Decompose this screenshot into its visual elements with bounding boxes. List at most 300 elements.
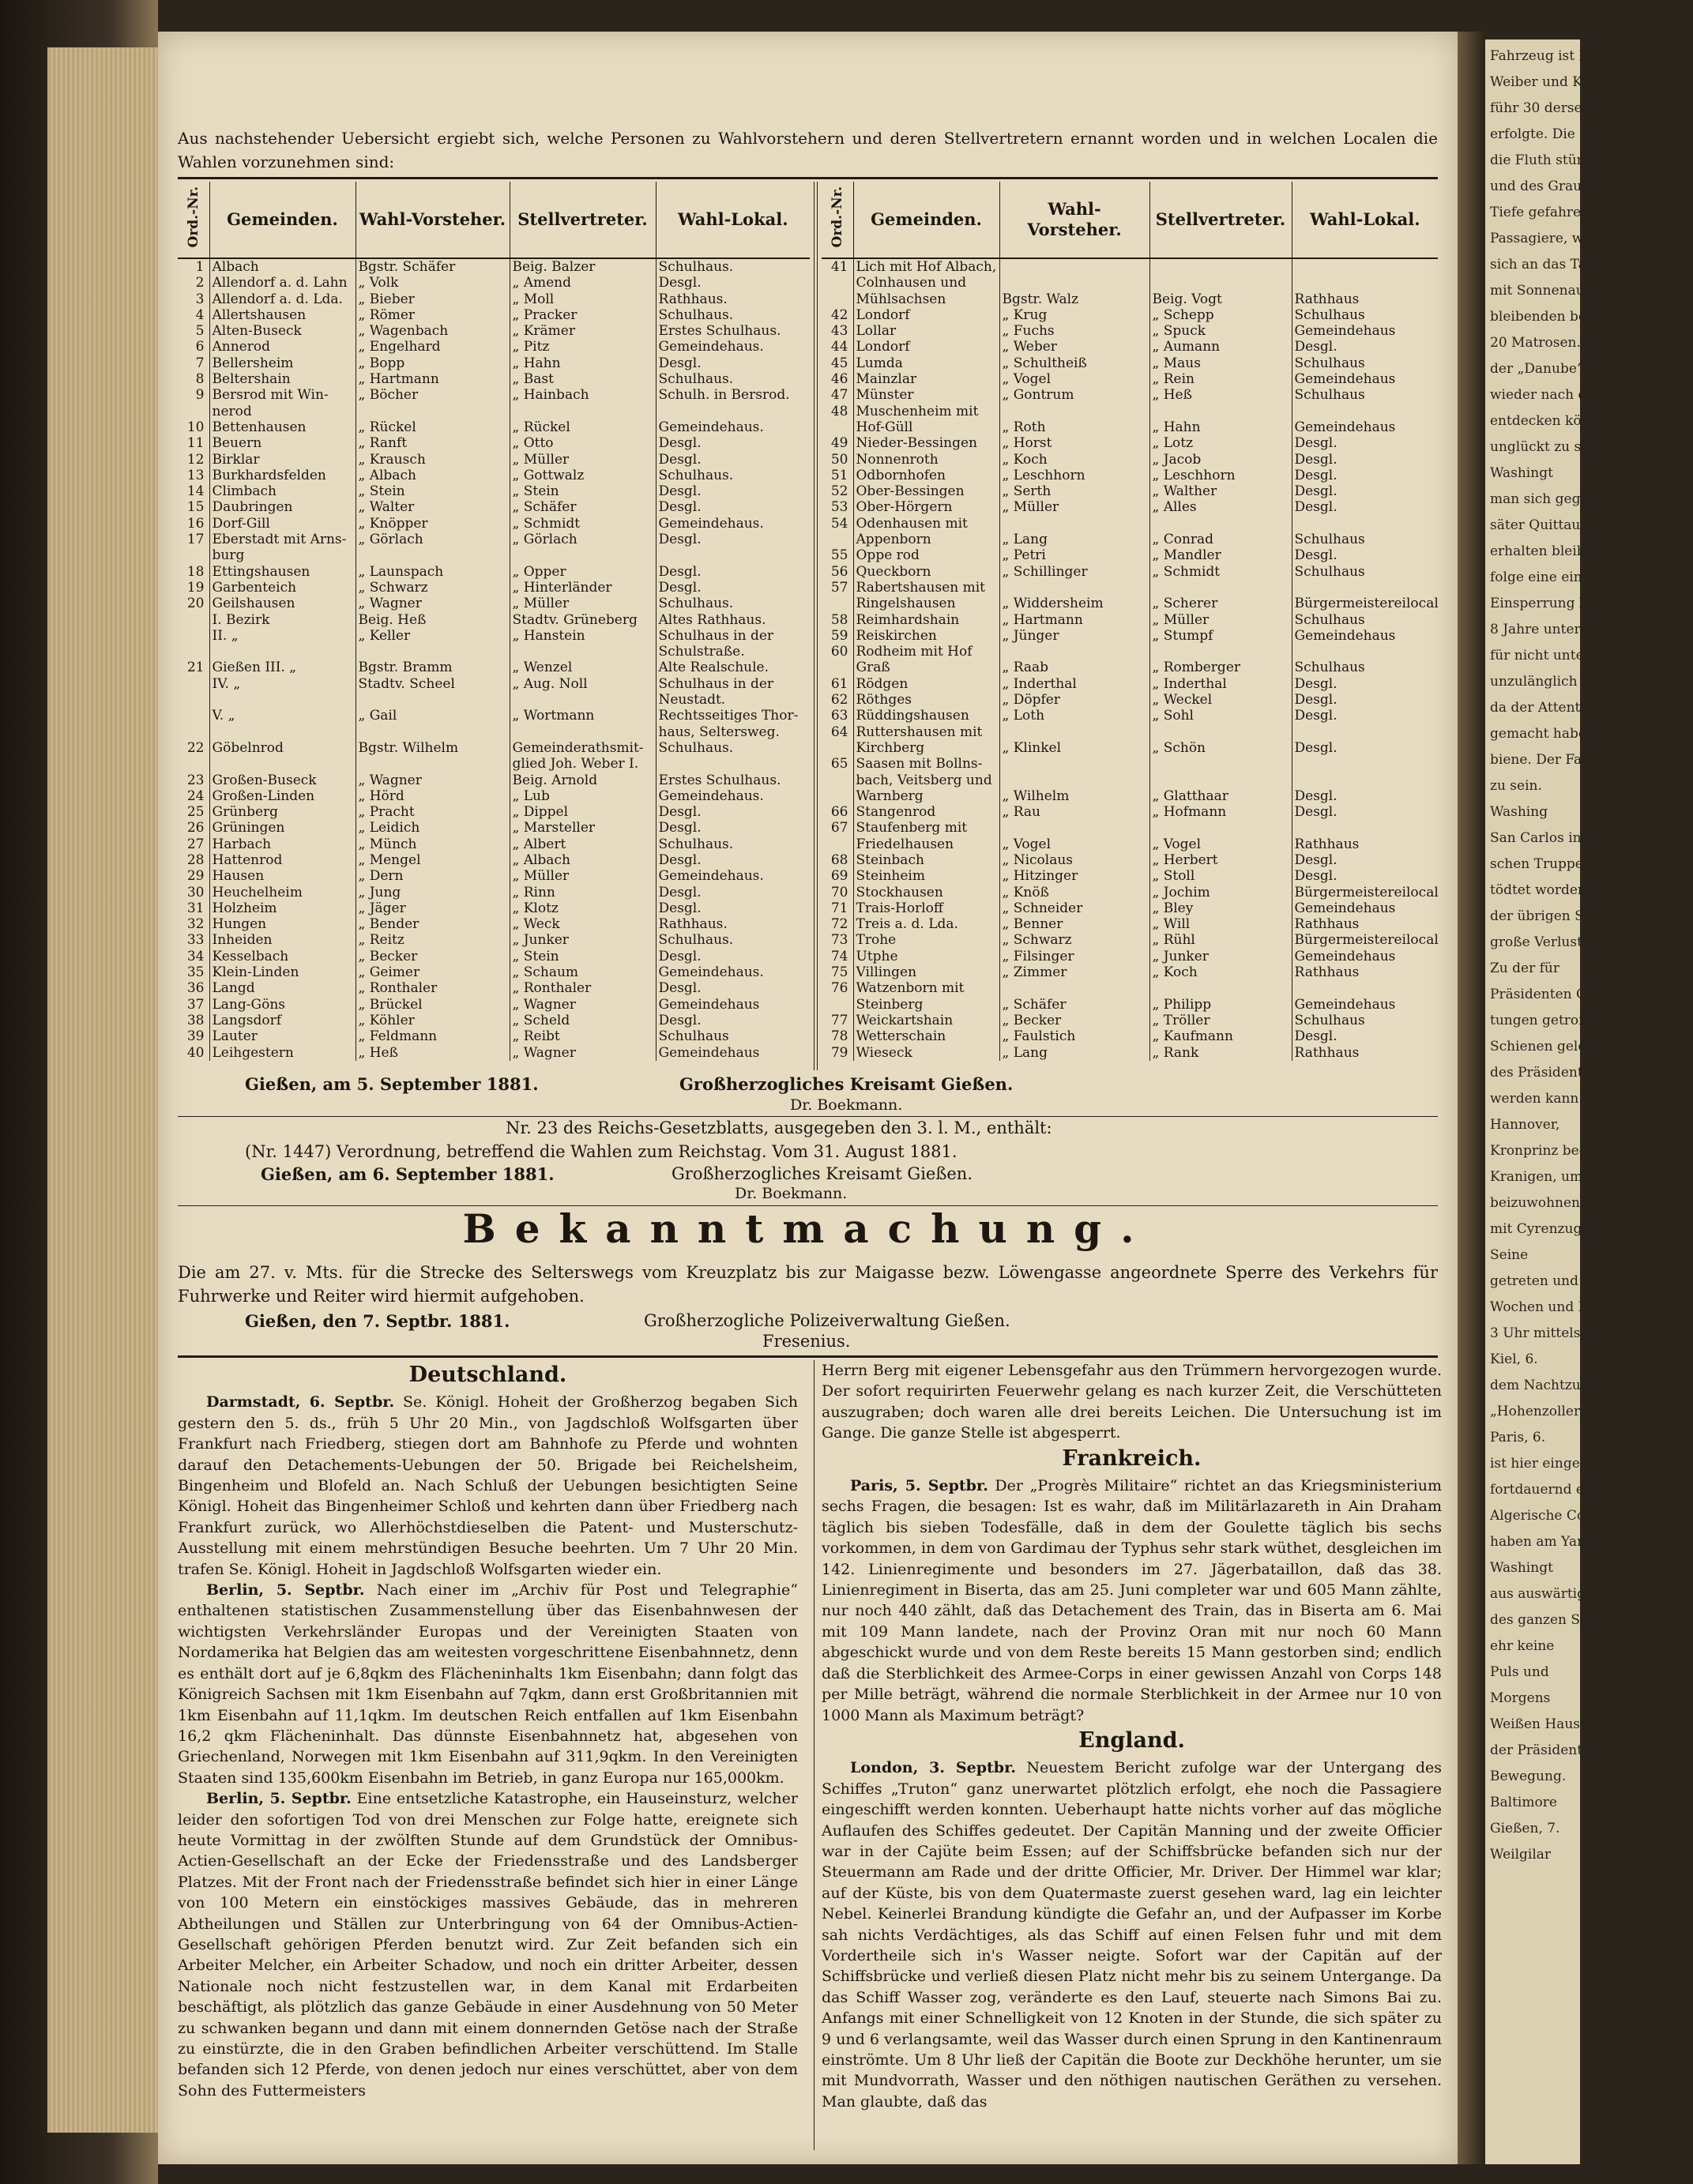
row-lokal	[1292, 275, 1438, 291]
row-number: 65	[830, 756, 848, 772]
row-gemeinde: Hattenrod	[209, 852, 356, 868]
table-row	[822, 291, 1438, 307]
col-lokal-header: Wahl-Lokal.	[1292, 182, 1438, 258]
table-row	[178, 772, 810, 788]
row-stellvertreter: „ Heß	[1149, 387, 1292, 403]
row-lokal: Desgl.	[656, 483, 810, 499]
row-vorsteher: „ Schneider	[999, 900, 1149, 916]
row-number: 34	[186, 948, 205, 964]
row-gemeinde: Appenborn	[853, 532, 999, 547]
row-number: 31	[186, 900, 205, 916]
row-stellvertreter	[510, 644, 656, 660]
row-stellvertreter: „ Albert	[510, 836, 656, 852]
row-number: 77	[830, 1012, 848, 1028]
row-lokal: Desgl.	[656, 532, 810, 547]
row-stellvertreter: Beig. Balzer	[510, 258, 656, 275]
row-number: 71	[830, 900, 848, 916]
table-row	[178, 371, 810, 387]
row-stellvertreter	[1149, 516, 1292, 532]
row-vorsteher: „ Geimer	[356, 964, 510, 980]
row-stellvertreter: „ Albach	[510, 852, 656, 868]
next-page-line: Morgens	[1490, 1690, 1551, 1706]
table-row	[822, 868, 1438, 884]
table-row	[822, 932, 1438, 948]
article-berlin-2: Berlin, 5. Septbr. Eine entsetzliche Katastrophe, ein Hauseinsturz, welcher leider den sofortigen Tod von drei Menschen zur Folge hatte, ereignete sich heute Vormittag in der zwölften Stunde auf dem Grundstück der Omnibus-Actien-Gesellschaft an der Ecke der Friedensstraße und des Landsberger Platzes. Mit der Front nach der Friedensstraße befindet sich hier in einer Länge von 100 Metern ein einstöckiges massives Gebäude, das in mehreren Abtheilungen und Ställen zur Unterbringung von 64 der Omnibus-Actien-Gesellschaft gehörigen Pferden benutzt wird. Zur Zeit befanden sich ein Arbeiter Melcher, ein Arbeiter Schadow, und noch ein dritter Arbeiter, dessen Nationale noch nicht festzustellen war, in dem Kanal mit Erdarbeiten beschäftigt, als plötzlich das ganze Gebäude in einer Ausdehnung von 50 Meter zu schwanken begann und dann mit einem donnernden Getöse nach der Straße zu einstürzte, die in den Graben befindlichen Arbeiter verschüttend. Im Stalle befanden sich 12 Pferde, von denen jedoch nur eines verschüttet, aber von dem Sohn des Futtermeisters	[178, 1790, 798, 2099]
row-gemeinde: Odbornhofen	[853, 468, 999, 483]
row-stellvertreter: „ Klotz	[510, 900, 656, 916]
row-number: 3	[195, 291, 205, 307]
row-lokal: Desgl.	[1292, 692, 1438, 708]
row-gemeinde: Bettenhausen	[209, 419, 356, 435]
row-vorsteher: „ Leschhorn	[999, 468, 1149, 483]
row-vorsteher: „ Becker	[356, 949, 510, 964]
row-lokal: Rathhaus.	[656, 916, 810, 932]
row-stellvertreter: „ Ronthaler	[510, 980, 656, 996]
row-lokal: Desgl.	[1292, 547, 1438, 563]
row-vorsteher: „ Görlach	[356, 532, 510, 547]
next-page-line: erfolgte. Die	[1490, 126, 1575, 142]
row-vorsteher: „ Bopp	[356, 355, 510, 371]
row-lokal: Desgl.	[656, 804, 810, 820]
row-gemeinde: Ringelshausen	[853, 596, 999, 611]
row-lokal: Desgl.	[1292, 468, 1438, 483]
row-lokal: Desgl.	[1292, 339, 1438, 355]
row-lokal: Gemeindehaus.	[656, 788, 810, 804]
row-gemeinde: Rabertshausen mit	[853, 580, 999, 596]
row-stellvertreter: glied Joh. Weber I.	[510, 756, 656, 772]
row-number: 10	[186, 419, 205, 435]
row-vorsteher	[999, 580, 1149, 596]
row-vorsteher: „ Schultheiß	[999, 355, 1149, 371]
col-gemeinden-header: Gemeinden.	[209, 182, 356, 258]
next-page-line: zu sein.	[1490, 778, 1542, 794]
row-lokal: Gemeindehaus	[656, 997, 810, 1013]
next-page-line: Weiber und Kin	[1490, 74, 1596, 90]
row-gemeinde: Trohe	[853, 932, 999, 948]
row-stellvertreter: „ Müller	[1149, 612, 1292, 628]
row-number: 42	[830, 306, 848, 323]
row-stellvertreter	[1149, 772, 1292, 788]
row-number	[178, 756, 209, 772]
next-page-line: Washing	[1490, 804, 1548, 820]
row-vorsteher: „ Faulstich	[999, 1028, 1149, 1044]
table-row	[178, 564, 810, 580]
table-row	[178, 1028, 810, 1044]
row-number: 74	[830, 948, 848, 964]
row-vorsteher: „ Stein	[356, 483, 510, 499]
row-number: 49	[830, 435, 848, 452]
row-lokal: Rathhaus	[1292, 291, 1438, 307]
row-lokal	[1292, 980, 1438, 996]
row-vorsteher	[999, 404, 1149, 419]
row-vorsteher: „ Hörd	[356, 788, 510, 804]
row-vorsteher	[356, 724, 510, 740]
row-stellvertreter: „ Mandler	[1149, 547, 1292, 563]
row-number: 40	[186, 1044, 205, 1061]
table-row	[822, 612, 1438, 628]
row-lokal	[656, 404, 810, 419]
table-row	[178, 980, 810, 996]
row-vorsteher: „ Knöpper	[356, 516, 510, 532]
row-gemeinde: Nieder-Bessingen	[853, 435, 999, 451]
row-number: 41	[830, 259, 848, 275]
row-lokal: Desgl.	[1292, 740, 1438, 756]
heading-england: England.	[1078, 1727, 1185, 1753]
row-stellvertreter: „ Stumpf	[1149, 628, 1292, 644]
next-page-line: des ganzen Samm	[1490, 1612, 1614, 1628]
next-page-line: dem Nachtzuge hi	[1490, 1378, 1615, 1393]
row-stellvertreter: „ Schepp	[1149, 307, 1292, 323]
row-gemeinde: Mühlsachsen	[853, 291, 999, 307]
table-row	[822, 1045, 1438, 1061]
row-stellvertreter: Beig. Arnold	[510, 772, 656, 788]
row-stellvertreter: „ Stein	[510, 949, 656, 964]
row-lokal	[1292, 580, 1438, 596]
row-vorsteher: „ Feldmann	[356, 1028, 510, 1044]
row-number: 19	[186, 579, 205, 596]
table-row	[178, 452, 810, 468]
row-lokal: Gemeindehaus.	[656, 868, 810, 884]
row-gemeinde: Lauter	[209, 1028, 356, 1044]
next-page-line: Baltimore	[1490, 1795, 1557, 1810]
row-number: 16	[186, 515, 205, 532]
table-row	[822, 499, 1438, 515]
table-row	[178, 628, 810, 644]
row-stellvertreter: „ Spuck	[1149, 323, 1292, 339]
next-page-line: haben am Yarbon	[1490, 1534, 1609, 1550]
table-row	[178, 724, 810, 740]
table-row	[822, 852, 1438, 868]
table-row	[178, 885, 810, 900]
row-lokal: Bürgermeistereilocal	[1292, 885, 1438, 900]
row-gemeinde: Lich mit Hof Albach,	[853, 258, 999, 275]
row-gemeinde: Grüningen	[209, 820, 356, 836]
row-vorsteher: „ Vogel	[999, 836, 1149, 852]
row-gemeinde: Ruttershausen mit	[853, 724, 999, 740]
table-row	[822, 772, 1438, 788]
next-page-line: wieder nach der	[1490, 387, 1601, 403]
table-row	[178, 740, 810, 756]
table-row	[822, 1013, 1438, 1028]
table-row	[822, 355, 1438, 371]
row-vorsteher: „ Serth	[999, 483, 1149, 499]
row-vorsteher	[356, 692, 510, 708]
row-lokal	[1292, 724, 1438, 740]
row-gemeinde: V. „	[209, 708, 356, 724]
row-stellvertreter: „ Müller	[510, 868, 656, 884]
row-stellvertreter	[1149, 980, 1292, 996]
row-vorsteher: „ Köhler	[356, 1013, 510, 1028]
row-stellvertreter: „ Scheld	[510, 1013, 656, 1028]
row-lokal: Schulhaus	[1292, 307, 1438, 323]
row-gemeinde: II. „	[209, 628, 356, 644]
next-page-line: Zu der für	[1490, 960, 1560, 976]
row-stellvertreter: „ Jochim	[1149, 885, 1292, 900]
row-vorsteher	[999, 644, 1149, 660]
row-lokal: Rathhaus	[1292, 964, 1438, 980]
next-page-line: Gießen, 7.	[1490, 1821, 1560, 1836]
row-lokal: Desgl.	[656, 885, 810, 900]
row-number: 2	[195, 275, 205, 291]
row-vorsteher: „ Nicolaus	[999, 852, 1149, 868]
table-row	[822, 964, 1438, 980]
row-vorsteher: „ Widdersheim	[999, 596, 1149, 611]
row-gemeinde: Inheiden	[209, 932, 356, 948]
row-vorsteher: „ Hartmann	[356, 371, 510, 387]
row-gemeinde: Großen-Linden	[209, 788, 356, 804]
row-vorsteher: „ Böcher	[356, 387, 510, 403]
row-stellvertreter	[1149, 404, 1292, 419]
row-gemeinde: Mainzlar	[853, 371, 999, 387]
row-vorsteher: „ Jung	[356, 885, 510, 900]
row-number: 36	[186, 980, 205, 997]
row-vorsteher: „ Launspach	[356, 564, 510, 580]
row-number: 73	[830, 932, 848, 949]
row-lokal: Schulhaus in der	[656, 676, 810, 692]
row-stellvertreter: „ Tröller	[1149, 1013, 1292, 1028]
row-number: 29	[186, 868, 205, 885]
row-gemeinde: nerod	[209, 404, 356, 419]
row-vorsteher: „ Wagenbach	[356, 323, 510, 339]
row-stellvertreter: „ Sohl	[1149, 708, 1292, 724]
row-number: 30	[186, 884, 205, 900]
row-number	[822, 772, 853, 788]
col-vorsteher-header: Wahl-Vorsteher.	[999, 182, 1149, 258]
row-gemeinde: bach, Veitsberg und	[853, 772, 999, 788]
row-number: 28	[186, 851, 205, 868]
table-row	[822, 836, 1438, 852]
row-vorsteher: „ Inderthal	[999, 676, 1149, 692]
next-page-line: tungen getroffen,	[1490, 1013, 1609, 1028]
table-row	[822, 339, 1438, 355]
next-page-line: Passagiere, welche	[1490, 231, 1620, 246]
row-lokal: Schulhaus.	[656, 836, 810, 852]
row-number	[178, 404, 209, 419]
table-row	[178, 291, 810, 307]
row-number: 64	[830, 724, 848, 740]
table-row	[178, 596, 810, 611]
row-vorsteher: „ Schillinger	[999, 564, 1149, 580]
next-page-line: Washingt	[1490, 465, 1553, 481]
row-stellvertreter: „ Görlach	[510, 532, 656, 547]
row-number: 50	[830, 451, 848, 468]
next-page-line: Bewegung.	[1490, 1769, 1567, 1784]
next-page-line: bleibenden belau	[1490, 309, 1608, 325]
row-stellvertreter: „ Romberger	[1149, 660, 1292, 675]
bekanntmachung-place: Gießen, den 7. Septbr. 1881.	[245, 1311, 510, 1331]
row-lokal: Desgl.	[656, 1013, 810, 1028]
next-page-line: und des Grauses	[1490, 179, 1604, 194]
row-stellvertreter: „ Wortmann	[510, 708, 656, 724]
table-row	[822, 532, 1438, 547]
table-column-separator	[814, 182, 818, 1070]
row-stellvertreter: Stadtv. Grüneberg	[510, 612, 656, 628]
row-gemeinde: Rüddingshausen	[853, 708, 999, 724]
row-number: 12	[186, 451, 205, 468]
row-number	[178, 547, 209, 563]
next-page-line: 8 Jahre unterlieg	[1490, 622, 1606, 637]
row-vorsteher: „ Becker	[999, 1013, 1149, 1028]
row-stellvertreter	[510, 404, 656, 419]
row-stellvertreter: „ Philipp	[1149, 997, 1292, 1013]
row-gemeinde: Ettingshausen	[209, 564, 356, 580]
next-page-line: Schienen gelegt,	[1490, 1039, 1605, 1054]
row-lokal	[1292, 756, 1438, 772]
table-row	[822, 307, 1438, 323]
row-gemeinde: Ober-Bessingen	[853, 483, 999, 499]
row-gemeinde: Garbenteich	[209, 580, 356, 596]
table-row	[822, 387, 1438, 403]
row-number: 55	[830, 547, 848, 564]
row-lokal: Desgl.	[1292, 435, 1438, 451]
row-gemeinde: Weickartshain	[853, 1013, 999, 1028]
next-page-line: des Präsidenten	[1490, 1065, 1600, 1081]
table-row	[178, 820, 810, 836]
row-gemeinde: Treis a. d. Lda.	[853, 916, 999, 932]
row-number	[822, 740, 853, 756]
row-number: 46	[830, 371, 848, 388]
row-gemeinde: Langsdorf	[209, 1013, 356, 1028]
row-number	[822, 596, 853, 611]
row-vorsteher: „ Lang	[999, 532, 1149, 547]
news-column-left	[178, 1360, 798, 2101]
row-stellvertreter: „ Vogel	[1149, 836, 1292, 852]
row-lokal: Schulhaus	[1292, 532, 1438, 547]
row-stellvertreter: „ Rückel	[510, 419, 656, 435]
table-row	[822, 916, 1438, 932]
row-stellvertreter: „ Conrad	[1149, 532, 1292, 547]
next-page-line: da der Attentäter	[1490, 700, 1608, 716]
row-gemeinde: Klein-Linden	[209, 964, 356, 980]
table-row	[178, 419, 810, 435]
table-row	[822, 997, 1438, 1013]
table-row	[822, 692, 1438, 708]
row-gemeinde: Alten-Buseck	[209, 323, 356, 339]
table-row	[822, 660, 1438, 675]
row-number: 51	[830, 467, 848, 483]
row-stellvertreter: „ Marsteller	[510, 820, 656, 836]
table-row	[178, 275, 810, 291]
row-stellvertreter	[1149, 275, 1292, 291]
row-gemeinde: Bellersheim	[209, 355, 356, 371]
next-page-line: 20 Matrosen.	[1490, 335, 1581, 351]
row-stellvertreter: „ Kaufmann	[1149, 1028, 1292, 1044]
row-gemeinde: Muschenheim mit	[853, 404, 999, 419]
row-stellvertreter: „ Bley	[1149, 900, 1292, 916]
next-page-line: Weißen Hause	[1490, 1716, 1589, 1732]
row-vorsteher: „ Wagner	[356, 596, 510, 611]
row-gemeinde: Reimhardshain	[853, 612, 999, 628]
row-gemeinde: Ober-Hörgern	[853, 499, 999, 515]
row-stellvertreter: „ Wagner	[510, 997, 656, 1013]
row-lokal	[1292, 516, 1438, 532]
table-row	[178, 916, 810, 932]
intro-text: Aus nachstehender Uebersicht ergiebt sich, welche Personen zu Wahlvorstehern und deren Stellvertretern ernannt worden und in welchen Localen die Wahlen vorzunehmen sind:	[178, 129, 1438, 171]
row-gemeinde: Großen-Buseck	[209, 772, 356, 788]
table-row	[178, 756, 810, 772]
row-vorsteher: „ Volk	[356, 275, 510, 291]
row-stellvertreter: „ Stein	[510, 483, 656, 499]
row-vorsteher: „ Knöß	[999, 885, 1149, 900]
row-vorsteher: „ Koch	[999, 452, 1149, 468]
row-lokal	[1292, 820, 1438, 836]
row-stellvertreter: „ Müller	[510, 452, 656, 468]
row-vorsteher	[999, 756, 1149, 772]
row-vorsteher: „ Vogel	[999, 371, 1149, 387]
row-gemeinde	[209, 644, 356, 660]
next-page-line: die Fluth stürzte	[1490, 152, 1604, 168]
row-lokal: Desgl.	[656, 980, 810, 996]
article-paris: Paris, 5. Septbr. Der „Progrès Militaire“ richtet an das Kriegsministerium sechs Fragen, die besagen: Ist es wahr, daß im Militärlazareth in Ain Draham täglich bis sieben Todesfälle, daß in dem der Goulette täglich bis sechs vorkommen, in dem von Gardimau der Typhus sehr stark wüthet, desgleichen im 142. Linienregimente und besonders im 27. Jägerbataillon, daß das 38. Linienregiment in Biserta, das am 25. Juni completer war und 605 Mann zählte, nur noch 440 zählt, daß das Detachement des Train, das in Biserta am 6. Mai mit 109 Mann landete, nach der Provinz Oran mit nur noch 60 Mann abgeschickt wurde und von dem Reste bereits 15 Mann gestorben sind; endlich daß die Sterblichkeit des Armee-Corps in einer gewissen Anzahl von Corps 148 per Mille beträgt, während die normale Sterblichkeit in der Armee nur 10 von 1000 Mann als Maximum beträgt?	[822, 1477, 1442, 1724]
next-page-line: große Verluste erl	[1490, 934, 1613, 950]
row-vorsteher: „ Engelhard	[356, 339, 510, 355]
next-page-line: mit Cyrenzug, nach	[1490, 1221, 1623, 1237]
table-row	[178, 868, 810, 884]
row-gemeinde: Burkhardsfelden	[209, 468, 356, 483]
row-lokal	[656, 756, 810, 772]
row-lokal: Gemeindehaus	[1292, 900, 1438, 916]
row-vorsteher: „ Jünger	[999, 628, 1149, 644]
row-vorsteher: „ Rau	[999, 804, 1149, 820]
row-gemeinde	[209, 692, 356, 708]
row-lokal: Rathhaus.	[656, 291, 810, 307]
row-vorsteher: „ Roth	[999, 419, 1149, 435]
row-vorsteher: „ Loth	[999, 708, 1149, 724]
row-stellvertreter	[510, 724, 656, 740]
row-vorsteher: „ Rückel	[356, 419, 510, 435]
table-row	[178, 804, 810, 820]
table-row	[822, 596, 1438, 611]
row-vorsteher: „ Bieber	[356, 291, 510, 307]
row-number: 25	[186, 804, 205, 821]
row-gemeinde: Steinheim	[853, 868, 999, 884]
row-gemeinde: Grünberg	[209, 804, 356, 820]
row-vorsteher: „ Keller	[356, 628, 510, 644]
row-number: 60	[830, 644, 848, 660]
row-vorsteher: „ Wagner	[356, 772, 510, 788]
row-gemeinde: Albach	[209, 258, 356, 275]
election-table-right	[822, 182, 1438, 1061]
row-stellvertreter: Gemeinderathsmit-	[510, 740, 656, 756]
reichs-line2: (Nr. 1447) Verordnung, betreffend die Wahlen zum Reichstag. Vom 31. August 1881.	[245, 1142, 957, 1161]
row-gemeinde: Staufenberg mit	[853, 820, 999, 836]
row-gemeinde: Hausen	[209, 868, 356, 884]
row-lokal: Rathhaus	[1292, 916, 1438, 932]
table-body-right	[822, 258, 1438, 1061]
next-page-line: entdecken können	[1490, 413, 1616, 429]
row-stellvertreter: „ Bast	[510, 371, 656, 387]
table-row	[822, 468, 1438, 483]
row-number	[822, 419, 853, 435]
row-vorsteher	[999, 820, 1149, 836]
news-column-divider	[814, 1360, 815, 2150]
row-vorsteher: „ Mengel	[356, 852, 510, 868]
page-stack-edge	[47, 47, 158, 2133]
row-lokal: Schulhaus	[656, 1028, 810, 1044]
row-number: 54	[830, 515, 848, 532]
next-page-line: Kronprinz begaben	[1490, 1143, 1621, 1159]
row-stellvertreter: „ Walther	[1149, 483, 1292, 499]
row-lokal: Desgl.	[656, 580, 810, 596]
next-page-line: Hannover,	[1490, 1117, 1560, 1133]
next-page-line: Fahrzeug ist Passagiere ruhig	[1490, 48, 1693, 64]
row-lokal: Erstes Schulhaus.	[656, 323, 810, 339]
table-row	[822, 804, 1438, 820]
row-gemeinde: Eberstadt mit Arns-	[209, 532, 356, 547]
row-number	[178, 612, 209, 628]
row-number: 39	[186, 1028, 205, 1045]
row-vorsteher: „ Dern	[356, 868, 510, 884]
